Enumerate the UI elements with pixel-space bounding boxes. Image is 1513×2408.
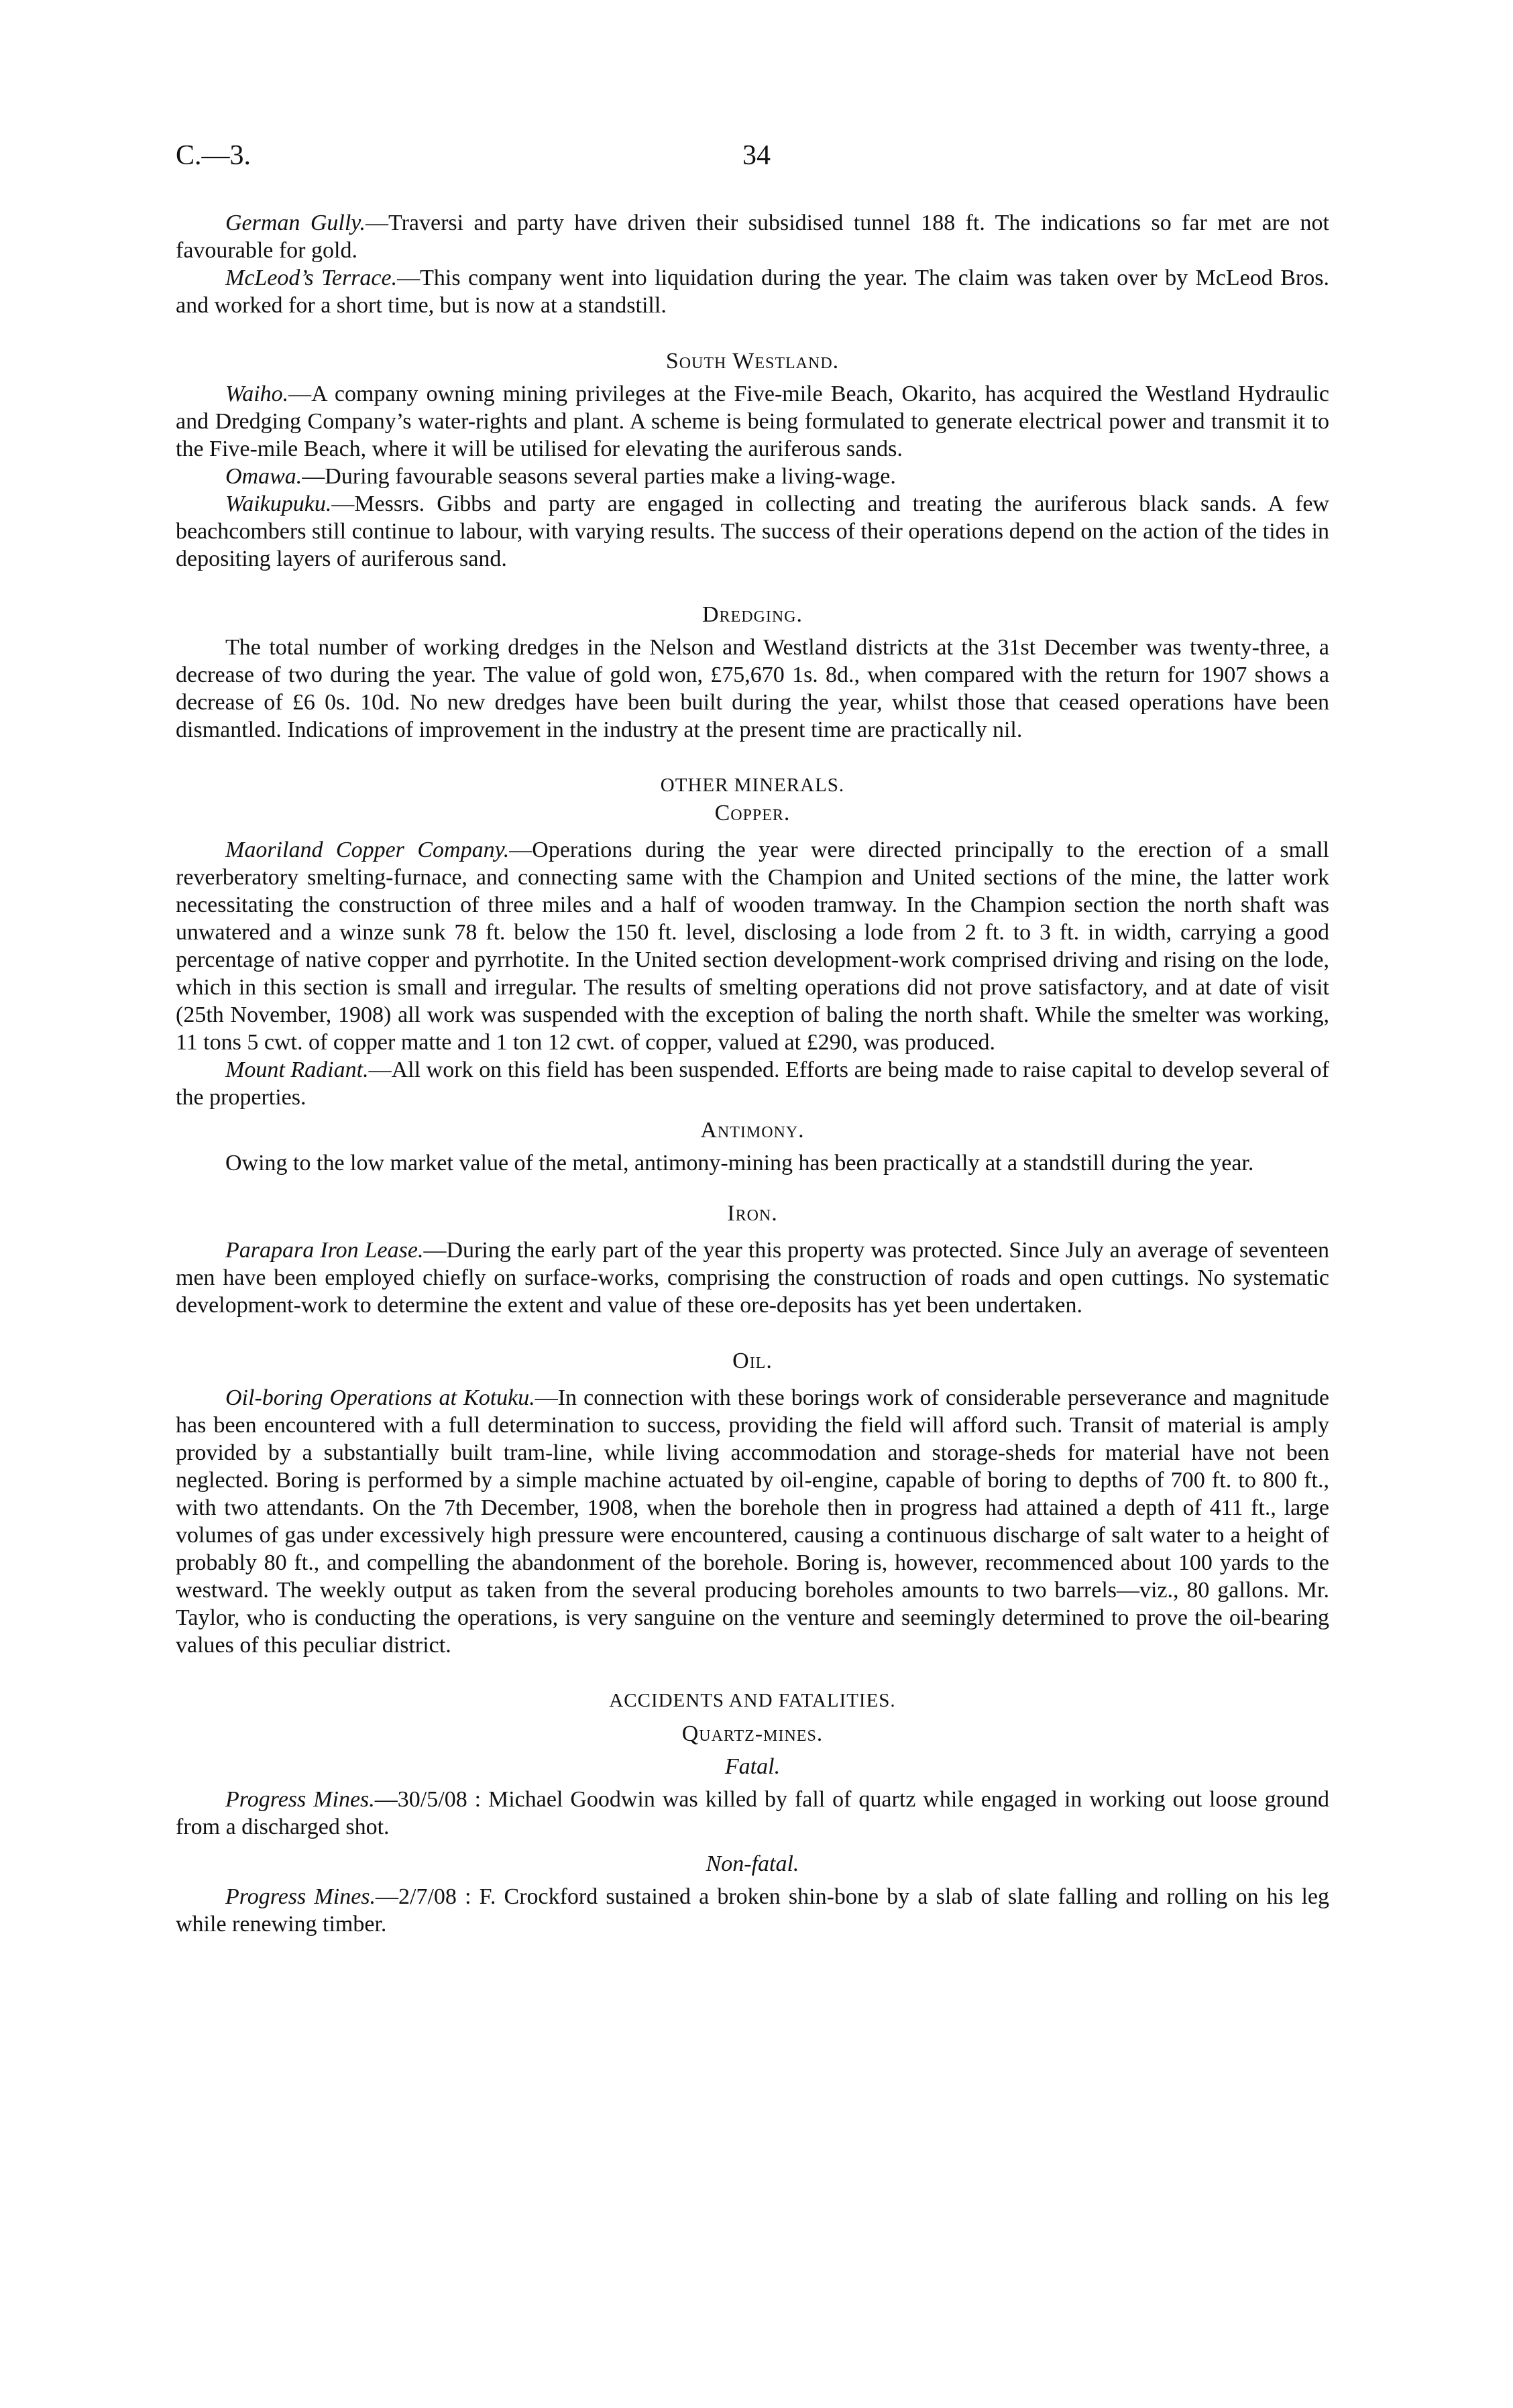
german-gully-text: —Traversi and party have driven their subsidised tunnel 188 ft. The indications so far met are not favourable for gold. <box>176 211 1330 263</box>
non-fatal-text: —2/7/08 : F. Crockford sustained a broken shin-bone by a slab of slate falling and rolling on his leg while renewing timber. <box>176 1884 1329 1937</box>
waikupuku-title: Waikupuku. <box>225 492 332 516</box>
heading-copper: Copper. <box>714 801 791 825</box>
fatal-title: Progress Mines. <box>225 1787 375 1812</box>
mcleods-terrace-text: —This company went into liquidation during the year. The claim was taken over by McLeod Bros. and worked for a short time, but is now at a standstill. <box>176 266 1329 318</box>
heading-antimony: Antimony. <box>700 1118 805 1143</box>
heading-accidents: ACCIDENTS AND FATALITIES. <box>609 1690 896 1711</box>
omawa-text: —During favourable seasons several parties make a living-wage. <box>302 464 896 489</box>
german-gully-paragraph <box>176 209 1329 264</box>
dredging-paragraph: The total number of working dredges in the Nelson and Westland districts at the 31st December was twenty-three, a decrease of two during the year. The value of gold won, £75,670 1s. 8d., when compared with the return for 1907 shows a decrease of £6 0s. 10d. No new dredges have been built during the year, whilst those that ceased operations have been dismantled. Indications of improvement in the industry at the present time are practically nil. <box>176 635 1329 742</box>
german-gully-title: German Gully. <box>225 211 366 235</box>
heading-fatal: Fatal. <box>724 1754 781 1779</box>
mcleods-terrace-title: McLeod’s Terrace. <box>225 266 398 290</box>
kotuku-text: —In connection with these borings work of considerable perseverance and magnitude has been encountered with a full determination to success, providing the field will afford such. Transit of material is amply provided by a substantially built tram-line, while living accommodation and storage-sheds for material have not been neglected. Boring is performed by a simple machine actuated by oil-engine, capable of boring to depths of 700 ft. to 800 ft., with two attendants. On the 7th December, 1908, when the borehole then in progress had attained a depth of 411 ft., large volumes of gas under excessively high pressure were encountered, causing a continuous discharge of salt water to a height of probably 80 ft., and compelling the abandonment of the borehole. Boring is, however, recommenced about 100 yards to the westward. The weekly output as taken from the several producing boreholes amounts to two barrels—viz., 80 gallons. Mr. Taylor, who is conducting the operations, is very sanguine on the venture and seemingly determined to prove the oil-bearing values of this peculiar district. <box>176 1385 1329 1658</box>
non-fatal-title: Progress Mines. <box>225 1884 376 1909</box>
fatal-paragraph <box>176 1786 1329 1841</box>
omawa-title: Omawa. <box>225 464 302 489</box>
heading-iron: Iron. <box>727 1201 778 1226</box>
mount-radiant-paragraph <box>176 1056 1329 1111</box>
parapara-title: Parapara Iron Lease. <box>225 1238 424 1263</box>
mount-radiant-title: Mount Radiant. <box>225 1057 369 1082</box>
page-number: 34 <box>742 140 771 171</box>
heading-other-minerals: OTHER MINERALS. <box>660 775 845 796</box>
mcleods-terrace-paragraph <box>176 264 1329 319</box>
omawa-paragraph <box>176 463 1329 490</box>
heading-dredging: Dredging. <box>702 602 803 627</box>
heading-quartz-mines: Quartz-mines. <box>681 1721 824 1746</box>
maoriland-title: Maoriland Copper Company. <box>225 838 510 862</box>
heading-south-westland: South Westland. <box>665 349 840 374</box>
waikupuku-paragraph <box>176 490 1329 573</box>
fatal-text: —30/5/08 : Michael Goodwin was killed by fall of quartz while engaged in working out loose ground from a discharged shot. <box>176 1787 1329 1839</box>
waikupuku-text: —Messrs. Gibbs and party are engaged in collecting and treating the auriferous black sands. A few beachcombers still continue to labour, with varying results. The success of their operations depend on the action of the tides in depositing layers of auriferous sand. <box>176 492 1329 571</box>
maoriland-text: —Operations during the year were directed principally to the erection of a small reverberatory smelting-furnace, and connecting same with the Champion and United sections of the mine, the latter work necessitating the construction of three miles and a half of wooden tramway. In the Champion section the north shaft was unwatered and a winze sunk 78 ft. below the 150 ft. level, disclosing a lode from 2 ft. to 3 ft. in width, carrying a good percentage of native copper and pyrrhotite. In the United section development-work comprised driving and rising on the lode, which in this section is small and irregular. The results of smelting operations did not prove satisfactory, and at date of visit (25th November, 1908) all work was suspended with the exception of baling the north shaft. While the smelter was working, 11 tons 5 cwt. of copper matte and 1 ton 12 cwt. of copper, valued at £290, was produced. <box>176 838 1329 1055</box>
parapara-text: —During the early part of the year this property was protected. Since July an average of seventeen men have been employed chiefly on surface-works, comprising the construction of roads and open cuttings. No systematic development-work to determine the extent and value of these ore-deposits has yet been undertaken. <box>176 1238 1329 1318</box>
kotuku-paragraph <box>176 1384 1329 1659</box>
maoriland-paragraph <box>176 836 1329 1056</box>
page-content <box>176 209 1329 1938</box>
kotuku-title: Oil-boring Operations at Kotuku. <box>225 1385 535 1410</box>
heading-non-fatal: Non-fatal. <box>706 1851 799 1876</box>
heading-oil: Oil. <box>732 1349 773 1373</box>
parapara-paragraph <box>176 1237 1329 1319</box>
non-fatal-paragraph <box>176 1883 1329 1938</box>
waiho-text: —A company owning mining privileges at the Five-mile Beach, Okarito, has acquired the Westland Hydraulic and Dredging Company’s water-rights and plant. A scheme is being formulated to generate electrical power and transmit it to the Five-mile Beach, where it will be utilised for elevating the auriferous sands. <box>176 382 1329 461</box>
waiho-title: Waiho. <box>225 382 289 406</box>
waiho-paragraph <box>176 380 1329 463</box>
mount-radiant-text: —All work on this field has been suspended. Efforts are being made to raise capital to develop several of the properties. <box>176 1057 1329 1110</box>
document-reference: C.—3. <box>176 140 251 171</box>
antimony-paragraph: Owing to the low market value of the metal, antimony-mining has been practically at a standstill during the year. <box>225 1151 1254 1176</box>
